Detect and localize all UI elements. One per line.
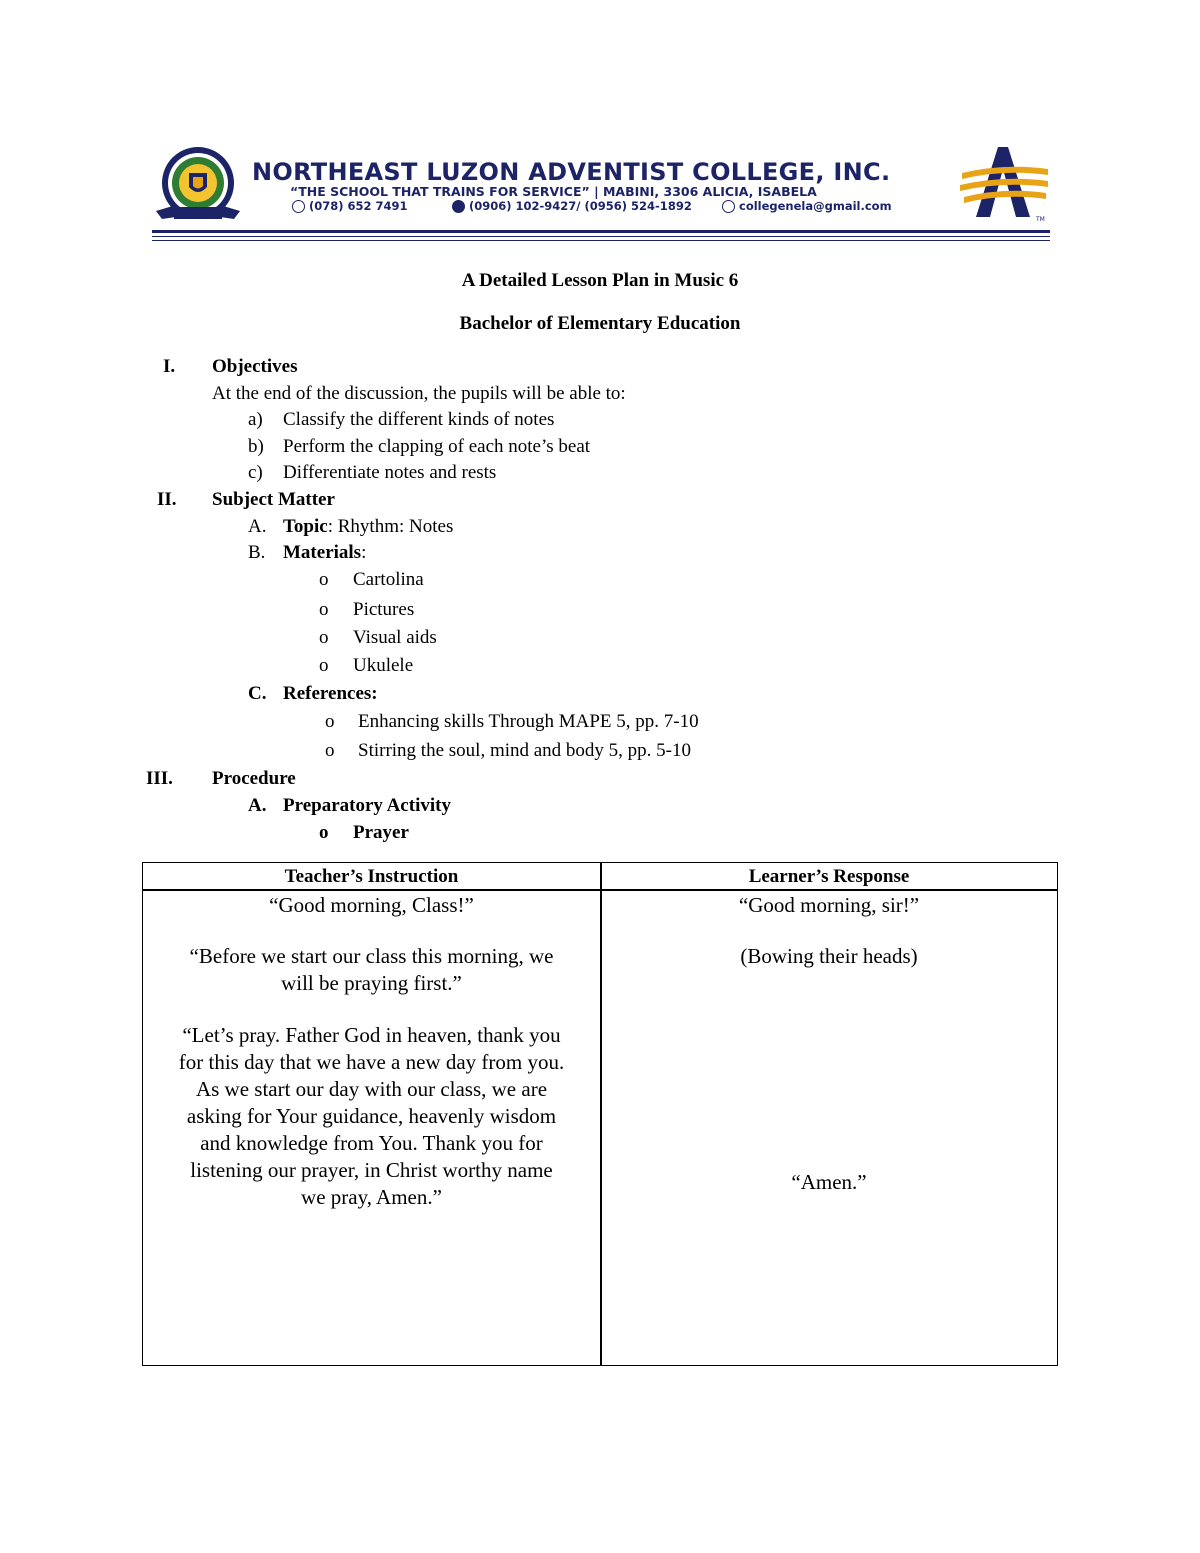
mobile-contact [452, 199, 692, 213]
teacher-prayer-line: we pray, Amen.” [301, 1185, 442, 1209]
bullet-icon: o [319, 655, 329, 676]
teacher-prayer-line: and knowledge from You. Thank you for [200, 1131, 543, 1155]
objective-marker: c) [248, 462, 263, 483]
letterhead-rule-thin-2 [152, 240, 1050, 241]
phone-number: (078) 652 7491 [309, 199, 408, 213]
materials-suffix: : [361, 542, 367, 563]
activity-name: Prayer [353, 822, 409, 843]
college-motto-address: “THE SCHOOL THAT TRAINS FOR SERVICE” | MABINI, 3306 ALICIA, ISABELA [290, 184, 817, 199]
adventist-logo-icon [958, 145, 1050, 223]
section-numeral-objectives: I. [163, 356, 176, 377]
lesson-table [142, 862, 1058, 1366]
objective-item: Classify the different kinds of notes [283, 409, 555, 430]
teacher-prayer-line: “Let’s pray. Father God in heaven, thank you [182, 1023, 561, 1047]
section-heading-procedure: Procedure [212, 768, 296, 789]
letterhead-rule-thin [152, 236, 1050, 237]
topic-marker: A. [248, 516, 267, 537]
procedure-sub-heading: Preparatory Activity [283, 795, 451, 816]
topic-line [283, 516, 453, 538]
mobile-icon [452, 200, 465, 213]
email-address: collegenela@gmail.com [739, 199, 892, 213]
material-item: Pictures [353, 599, 415, 620]
materials-line [283, 542, 366, 564]
procedure-sub-marker: A. [248, 795, 267, 816]
svg-text:TM: TM [1036, 216, 1045, 223]
reference-item: Enhancing skills Through MAPE 5, pp. 7-10 [358, 711, 699, 732]
mobile-numbers: (0906) 102-9427/ (0956) 524-1892 [469, 199, 692, 213]
materials-label: Materials [283, 542, 362, 563]
bullet-icon: o [325, 740, 335, 761]
topic-label: Topic [283, 516, 328, 537]
objective-marker: b) [248, 436, 264, 457]
table-header-learner: Learner’s Response [748, 866, 910, 887]
material-item: Cartolina [353, 569, 424, 590]
teacher-greeting: “Good morning, Class!” [269, 893, 474, 917]
college-name: NORTHEAST LUZON ADVENTIST COLLEGE, INC. [252, 158, 891, 186]
material-item: Ukulele [353, 655, 414, 676]
references-label: References: [283, 683, 378, 704]
objectives-intro: At the end of the discussion, the pupils will be able to: [212, 383, 626, 404]
material-item: Visual aids [353, 627, 437, 648]
program-title: Bachelor of Elementary Education [459, 313, 741, 334]
bullet-icon: o [319, 822, 329, 843]
teacher-prayer-line: listening our prayer, in Christ worthy name [190, 1158, 553, 1182]
section-numeral-procedure: III. [146, 768, 173, 789]
contact-line [292, 199, 932, 217]
phone-icon [292, 200, 305, 213]
references-marker: C. [248, 683, 267, 704]
teacher-prayer-line: As we start our day with our class, we are [195, 1077, 548, 1101]
letterhead-rule-thick [152, 230, 1050, 233]
teacher-pre-prayer-line: “Before we start our class this morning, we [189, 944, 554, 968]
phone-contact [292, 199, 408, 213]
reference-item: Stirring the soul, mind and body 5, pp. 5-10 [358, 740, 692, 761]
bullet-icon: o [319, 627, 329, 648]
table-header-divider [143, 889, 1057, 891]
table-column-divider [600, 863, 602, 1365]
objective-item: Perform the clapping of each note’s beat [283, 436, 591, 457]
bullet-icon: o [319, 569, 329, 590]
document-title: A Detailed Lesson Plan in Music 6 [461, 270, 739, 291]
section-heading-subject-matter: Subject Matter [212, 489, 335, 510]
email-icon [722, 200, 735, 213]
teacher-prayer-line: asking for Your guidance, heavenly wisdom [186, 1104, 557, 1128]
materials-marker: B. [248, 542, 266, 563]
learner-amen: “Amen.” [791, 1170, 867, 1194]
teacher-prayer-line: for this day that we have a new day from you. [178, 1050, 565, 1074]
bullet-icon: o [325, 711, 335, 732]
learner-action: (Bowing their heads) [740, 944, 918, 968]
email-contact [722, 199, 892, 213]
learner-greeting: “Good morning, sir!” [738, 893, 920, 917]
teacher-pre-prayer-line: will be praying first.” [281, 971, 462, 995]
objective-item: Differentiate notes and rests [283, 462, 497, 483]
college-seal-icon [152, 145, 244, 227]
section-numeral-subject-matter: II. [157, 489, 177, 510]
table-header-teacher: Teacher’s Instruction [284, 866, 459, 887]
objective-marker: a) [248, 409, 263, 430]
section-heading-objectives: Objectives [212, 356, 298, 377]
bullet-icon: o [319, 599, 329, 620]
topic-value: : Rhythm: Notes [327, 516, 454, 537]
